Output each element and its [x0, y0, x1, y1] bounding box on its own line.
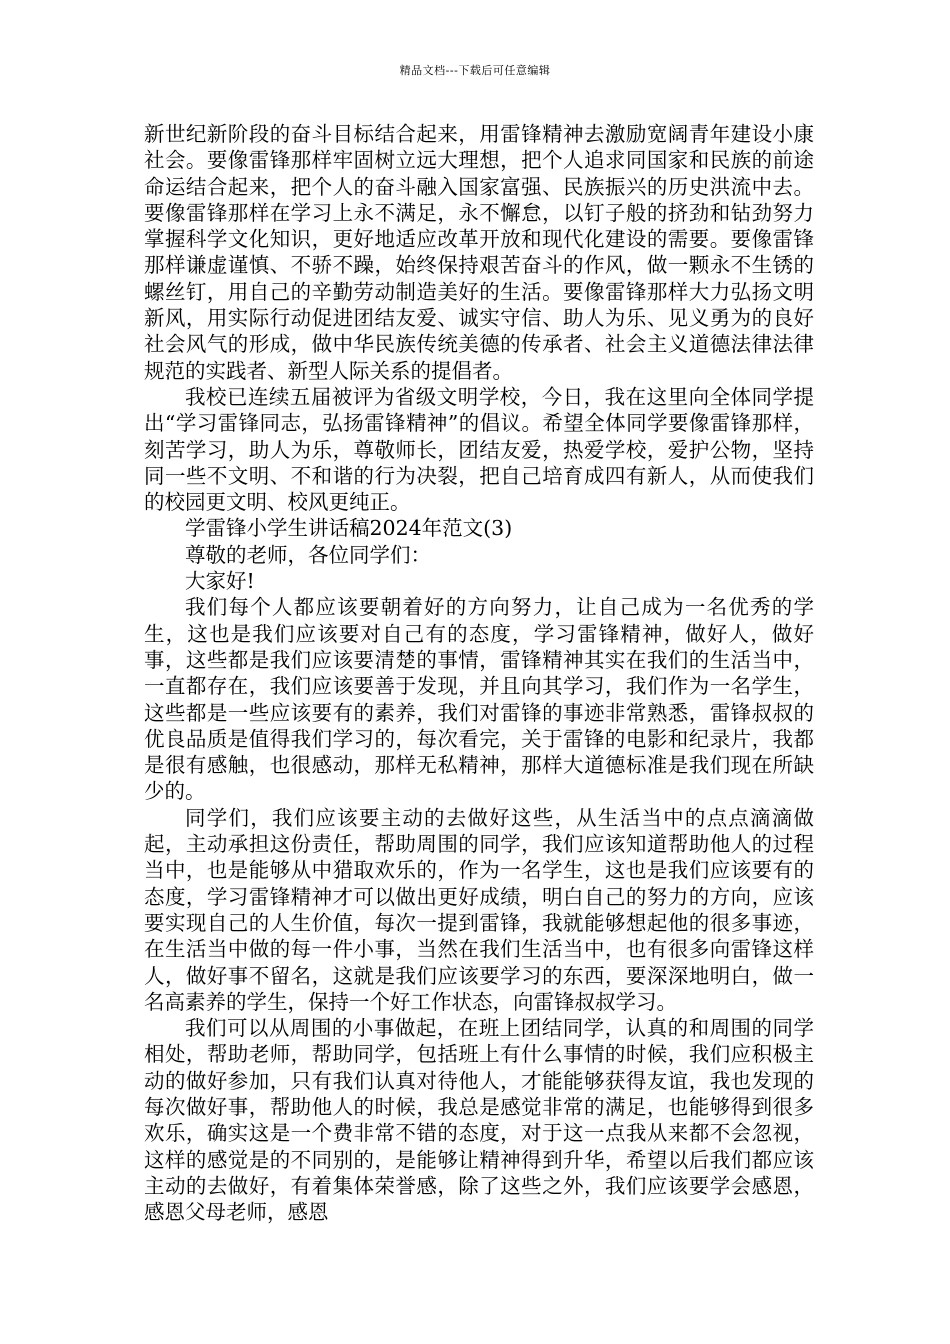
- paragraph-school-proposal: 我校已连续五届被评为省级文明学校，今日，我在这里向全体同学提出“学习雷锋同志，弘扬雷锋精神”的倡议。希望全体同学要像雷锋那样，刻苦学习，助人为乐，尊敬师长，团结友爱，热爱学校，爱护公物，坚持同一些不文明、不和谐的行为决裂，把自己培育成四有新人，从而使我们的校园更文明、校风更纯正。: [144, 384, 814, 515]
- salutation: 尊敬的老师，各位同学们：: [185, 542, 431, 567]
- paragraph-body-3: 我们可以从周围的小事做起，在班上团结同学，认真的和周围的同学相处，帮助老师，帮助同学，包括班上有什么事情的时候，我们应积极主动的做好参加，只有我们认真对待他人，才能能够获得友谊，我也发现的每次做好事，帮助他人的时候，我总是感觉非常的满足，也能够得到很多欢乐，确实这是一个费非常不错的态度，对于这一点我从来都不会忽视，这样的感觉是的不同别的，是能够让精神得到升华，希望以后我们都应该主动的去做好，有着集体荣誉感，除了这些之外，我们应该要学会感恩，感恩父母老师，感恩: [144, 1016, 814, 1225]
- page-header: 精品文档---下载后可任意编辑: [399, 64, 551, 77]
- document-body: [144, 121, 814, 1225]
- paragraph-body-2: 同学们，我们应该要主动的去做好这些，从生活当中的点点滴滴做起，主动承担这份责任，帮助周围的同学，我们应该知道帮助他人的过程当中，也是能够从中猎取欢乐的，作为一名学生，这也是我们应该要有的态度，学习雷锋精神才可以做出更好成绩，明白自己的努力的方向，应该要实现自己的人生价值，每次一提到雷锋，我就能够想起他的很多事迹，在生活当中做的每一件小事，当然在我们生活当中，也有很多向雷锋这样人，做好事不留名，这就是我们应该要学习的东西，要深深地明白，做一名高素养的学生，保持一个好工作状态，向雷锋叔叔学习。: [144, 805, 814, 1014]
- paragraph-continuation: 新世纪新阶段的奋斗目标结合起来，用雷锋精神去激励宽阔青年建设小康社会。要像雷锋那样牢固树立远大理想，把个人追求同国家和民族的前途命运结合起来，把个人的奋斗融入国家富强、民族振兴的历史洪流中去。要像雷锋那样在学习上永不满足，永不懈怠，以钉子般的挤劲和钻劲努力掌握科学文化知识，更好地适应改革开放和现代化建设的需要。要像雷锋那样谦虚谨慎、不骄不躁，始终保持艰苦奋斗的作风，做一颗永不生锈的螺丝钉，用自己的辛勤劳动制造美好的生活。要像雷锋那样大力弘扬文明新风，用实际行动促进团结友爱、诚实守信、助人为乐、见义勇为的良好社会风气的形成，做中华民族传统美德的传承者、社会主义道德法律法律规范的实践者、新型人际关系的提倡者。: [144, 122, 814, 383]
- paragraph-body-1: 我们每个人都应该要朝着好的方向努力，让自己成为一名优秀的学生，这也是我们应该要对自己有的态度，学习雷锋精神，做好人，做好事，这些都是我们应该要清楚的事情，雷锋精神其实在我们的生活当中，一直都存在，我们应该要善于发现，并且向其学习，我们作为一名学生，这些都是一些应该要有的素养，我们对雷锋的事迹非常熟悉，雷锋叔叔的优良品质是值得我们学习的，每次看完，关于雷锋的电影和纪录片，我都是很有感触，也很感动，那样无私精神，那样大道德标准是我们现在所缺少的。: [144, 595, 814, 804]
- greeting: 大家好!: [185, 569, 255, 594]
- section-title: 学雷锋小学生讲话稿2024年范文(3): [185, 516, 513, 541]
